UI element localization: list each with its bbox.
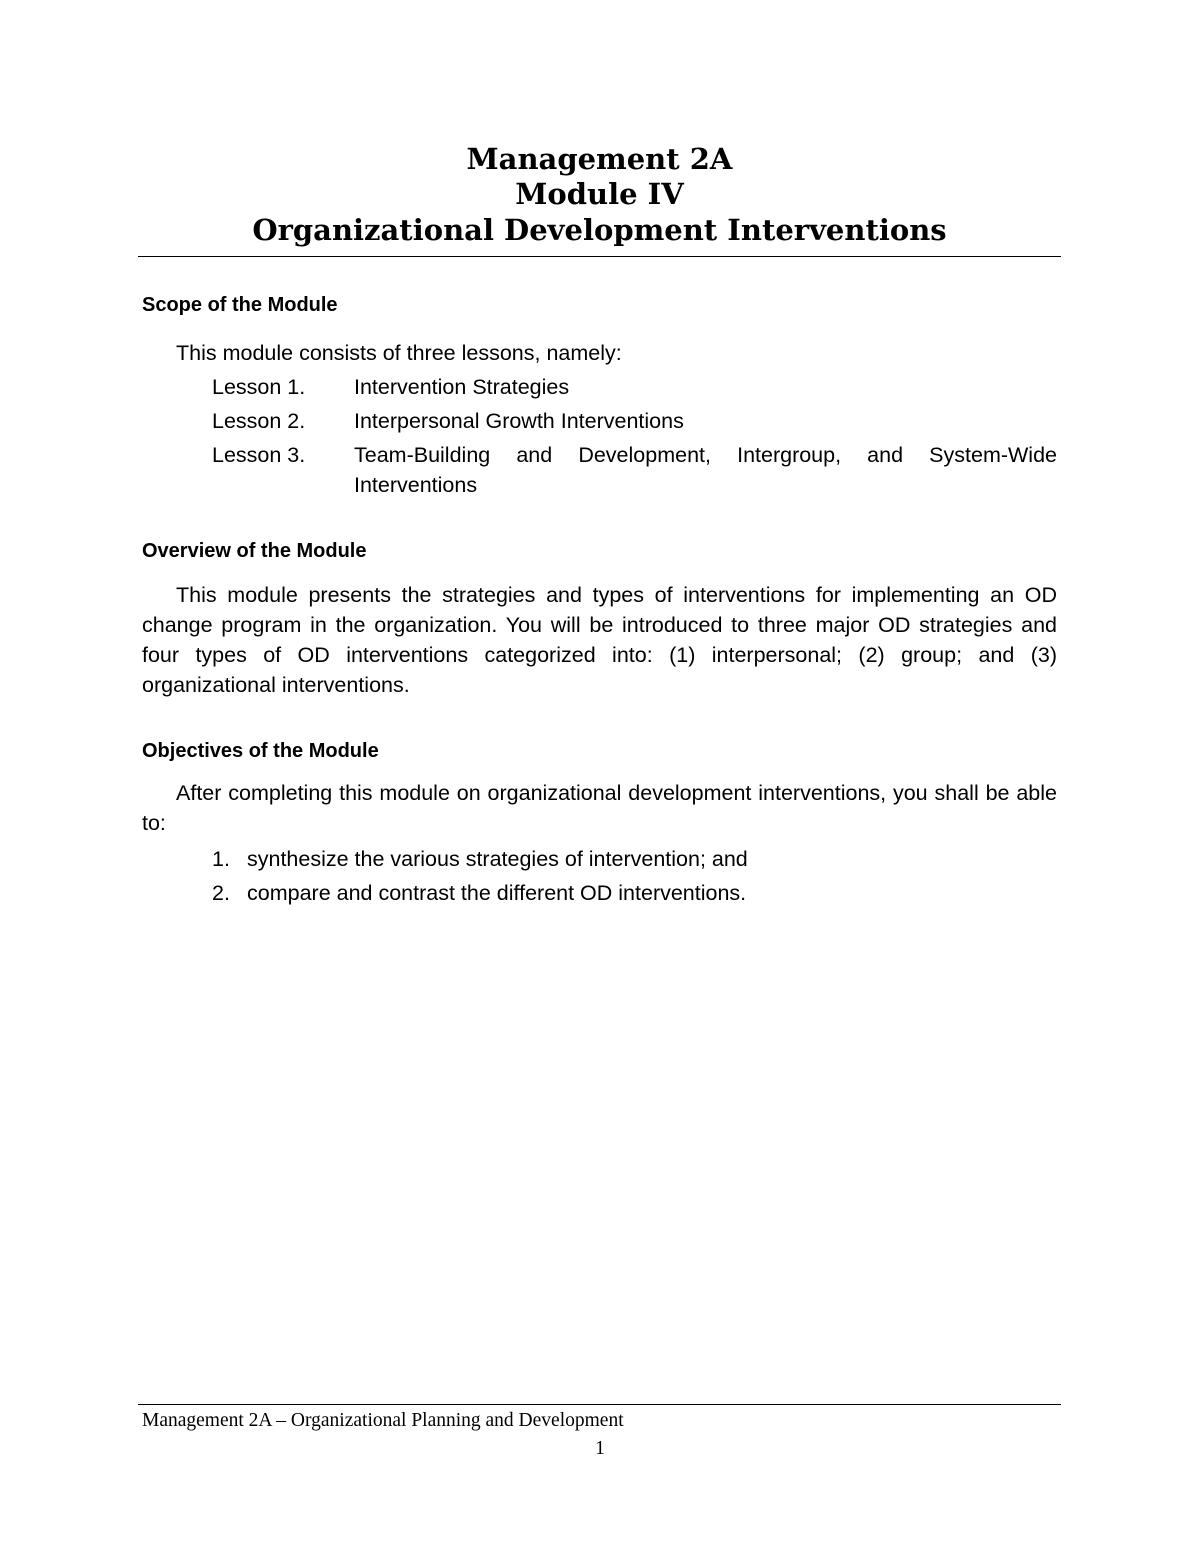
module-title: Organizational Development Interventions [252, 212, 947, 247]
objective-number: 2. [212, 881, 230, 905]
objectives-list [142, 844, 1057, 908]
lesson-list [142, 372, 1057, 500]
scope-heading: Scope of the Module [142, 294, 338, 316]
footer-divider [138, 1404, 1061, 1405]
lesson-item [142, 372, 1057, 402]
footer-text: Management 2A – Organizational Planning and Development [142, 1410, 624, 1431]
objective-text: compare and contrast the different OD interventions. [247, 881, 747, 905]
objectives-heading: Objectives of the Module [142, 740, 379, 762]
title-divider [138, 256, 1061, 257]
lesson-title: Interpersonal Growth Interventions [354, 409, 684, 433]
document-title [138, 142, 1061, 248]
objective-text: synthesize the various strategies of intervention; and [247, 847, 748, 871]
objective-number: 1. [212, 847, 230, 871]
lesson-number: Lesson 1. [212, 375, 306, 399]
course-title: Management 2A [466, 142, 733, 176]
page-number: 1 [595, 1438, 605, 1459]
lesson-item [142, 406, 1057, 436]
overview-heading: Overview of the Module [142, 540, 367, 562]
lesson-number: Lesson 3. [212, 443, 306, 467]
objectives-intro: After completing this module on organizational development interventions, you shall be able to: [142, 781, 1057, 835]
objective-item [142, 878, 1057, 908]
lesson-title: Team-Building and Development, Intergroup, and System-Wide Interventions [354, 443, 1057, 497]
lesson-item [142, 440, 1057, 500]
module-number: Module IV [515, 177, 684, 212]
document-body [142, 290, 1057, 912]
overview-text: This module presents the strategies and types of interventions for implementing an OD change program in the organization. You will be introduced to three major OD strategies and four types of OD interventions categorized into: (1) interpersonal; (2) group; and (3) organizational interventions. [142, 583, 1057, 697]
lesson-number: Lesson 2. [212, 409, 306, 433]
lesson-title: Intervention Strategies [354, 375, 570, 399]
objective-item [142, 844, 1057, 874]
scope-intro: This module consists of three lessons, namely: [176, 341, 622, 365]
